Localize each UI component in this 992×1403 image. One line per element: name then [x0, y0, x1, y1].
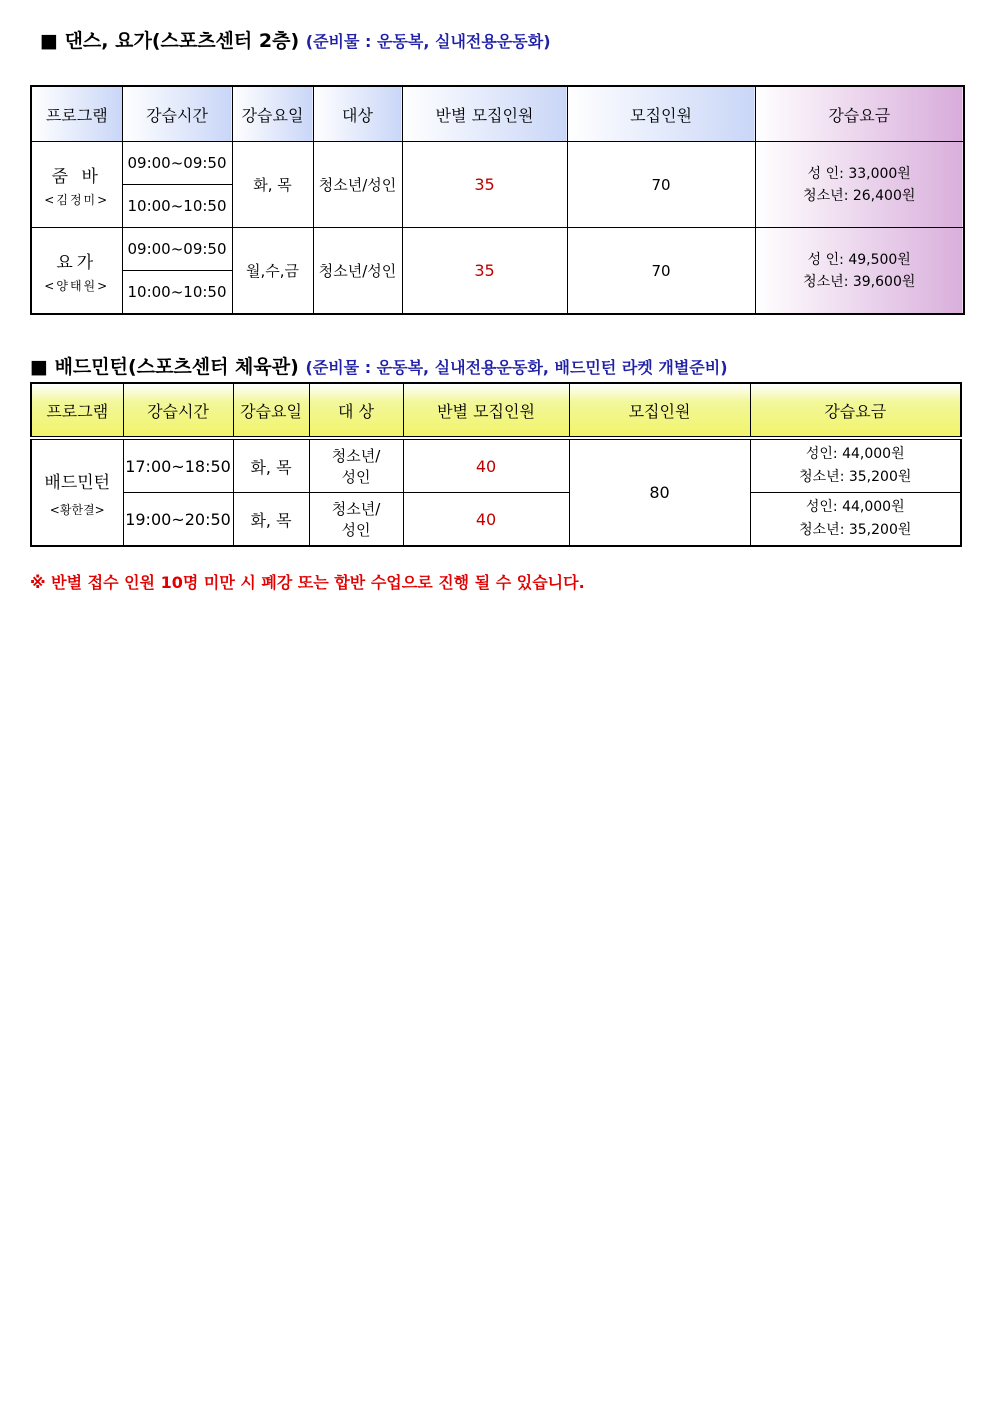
- program-teacher: <김정미>: [44, 192, 110, 207]
- table-header-row: [31, 86, 964, 142]
- quota-cell: 70: [567, 142, 755, 228]
- target-cell: [309, 438, 403, 493]
- fee-youth: 청소년: 26,400원: [803, 187, 916, 204]
- header-days: 강습요일: [233, 383, 309, 438]
- header-days: 강습요일: [232, 86, 313, 142]
- section1-heading: [40, 26, 551, 53]
- header-time: 강습시간: [123, 383, 233, 438]
- badminton-table: [30, 382, 962, 547]
- fee-cell: [750, 493, 961, 547]
- class-quota-cell: 35: [402, 228, 567, 315]
- section2-note: (준비물 : 운동복, 실내전용운동화, 배드민턴 라켓 개별준비): [305, 358, 728, 377]
- header-quota: 모집인원: [569, 383, 750, 438]
- header-target: 대 상: [309, 383, 403, 438]
- section2-title: ■ 배드민턴(스포츠센터 체육관): [30, 356, 299, 378]
- fee-youth: 청소년: 35,200원: [799, 469, 912, 485]
- table-row: [31, 438, 961, 493]
- quota-cell: 70: [567, 228, 755, 315]
- fee-cell: [755, 142, 964, 228]
- notice-text: ※ 반별 접수 인원 10명 미만 시 폐강 또는 합반 수업으로 진행 될 수 있습니다.: [30, 573, 585, 592]
- days-cell: 화, 목: [232, 142, 313, 228]
- days-cell: 화, 목: [233, 438, 309, 493]
- header-program: 프로그램: [31, 383, 123, 438]
- section1-note: (준비물 : 운동복, 실내전용운동화): [305, 32, 551, 51]
- fee-adult: 성인: 44,000원: [805, 499, 905, 515]
- time-cell: 09:00~09:50: [122, 142, 232, 185]
- days-cell: 화, 목: [233, 493, 309, 547]
- section2-heading: [30, 352, 728, 379]
- time-cell: 10:00~10:50: [122, 271, 232, 315]
- program-teacher: <양태원>: [44, 278, 110, 293]
- table-row: [31, 493, 961, 547]
- target-cell: 청소년/성인: [313, 142, 402, 228]
- fee-youth: 청소년: 35,200원: [799, 522, 912, 538]
- dance-yoga-table: [30, 85, 965, 315]
- quota-cell: 80: [569, 438, 750, 546]
- target-line: 청소년/: [331, 500, 381, 518]
- class-quota-cell: 35: [402, 142, 567, 228]
- table-header-row: [31, 383, 961, 438]
- fee-cell: [755, 228, 964, 315]
- table-row: [31, 142, 964, 185]
- target-line: 성인: [341, 521, 371, 539]
- target-line: 청소년/: [331, 447, 381, 465]
- fee-youth: 청소년: 39,600원: [803, 273, 916, 290]
- class-quota-cell: 40: [403, 493, 569, 547]
- program-name: 줌 바: [51, 166, 102, 187]
- time-cell: 10:00~10:50: [122, 185, 232, 228]
- time-cell: 09:00~09:50: [122, 228, 232, 271]
- fee-adult: 성 인: 33,000원: [807, 165, 911, 182]
- table-row: [31, 228, 964, 271]
- header-target: 대상: [313, 86, 402, 142]
- class-quota-cell: 40: [403, 438, 569, 493]
- target-line: 성인: [341, 468, 371, 486]
- time-cell: 19:00~20:50: [123, 493, 233, 547]
- fee-adult: 성인: 44,000원: [805, 446, 905, 462]
- fee-cell: [750, 438, 961, 493]
- program-teacher: <황한결>: [49, 502, 105, 517]
- header-class-quota: 반별 모집인원: [403, 383, 569, 438]
- program-name: 요가: [56, 252, 98, 273]
- header-class-quota: 반별 모집인원: [402, 86, 567, 142]
- program-name: 배드민턴: [44, 472, 111, 493]
- header-quota: 모집인원: [567, 86, 755, 142]
- days-cell: 월,수,금: [232, 228, 313, 315]
- header-program: 프로그램: [31, 86, 122, 142]
- header-time: 강습시간: [122, 86, 232, 142]
- program-cell: [31, 228, 122, 315]
- section1-title: ■ 댄스, 요가(스포츠센터 2층): [40, 30, 300, 52]
- header-fee: 강습요금: [750, 383, 961, 438]
- target-cell: [309, 493, 403, 547]
- program-cell: [31, 438, 123, 546]
- fee-adult: 성 인: 49,500원: [807, 251, 911, 268]
- target-cell: 청소년/성인: [313, 228, 402, 315]
- header-fee: 강습요금: [755, 86, 964, 142]
- program-cell: [31, 142, 122, 228]
- time-cell: 17:00~18:50: [123, 438, 233, 493]
